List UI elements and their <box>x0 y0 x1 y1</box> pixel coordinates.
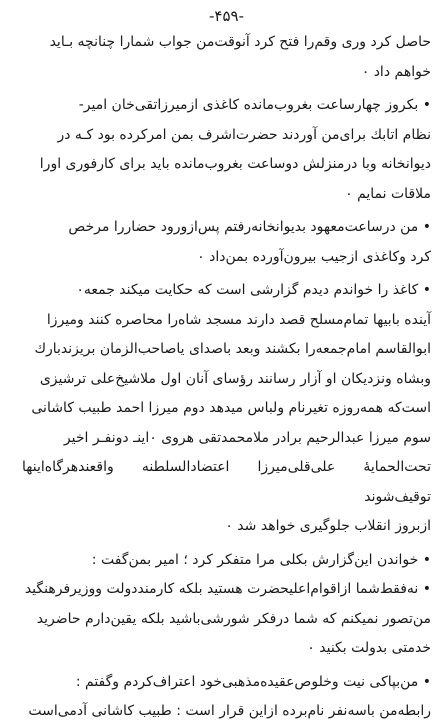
text-line: • من درساعت‌معهود بدیوانخانه‌رفتم پس‌ازورود حضاررا مرخص <box>68 219 431 235</box>
page-number: -۴۵۹- <box>209 7 244 25</box>
text-line: • خواندن این‌گزارش بکلی مرا متفکر کرد ؛ امیر بمن‌گفت : <box>91 551 431 568</box>
text-line: خواهم داد ٠ <box>361 63 431 80</box>
text-line: دیوانخانه وبا درمنزلش دوساعت بغروب‌مانده باید برای کارفوری اورا <box>39 156 431 172</box>
text-line: • من‌بپاکی نیت وخلوص‌عقیده‌مذهبی‌خود اعتراف‌کردم وگفتم : <box>75 673 431 690</box>
body-text <box>22 28 431 727</box>
paragraph <box>22 28 431 87</box>
text-line: • نه‌فقط‌شما ازاقوام‌اعلیحضرت هستید بلکه کارمنددولت ووزیرفرهنگید <box>24 581 431 597</box>
text-line: حاصل کرد وری وقم‌را فتح کرد آنوقت‌من جواب شمارا چنانچه بـاید <box>49 34 431 50</box>
text-line: تحت‌الحمایهٔ علی‌قلی‌میرزا اعتضادالسلطنه واقعندهرگاه‌اینها توقیف‌شوند <box>22 459 431 505</box>
text-line: کرد وکاغذی ازجیب بیرون‌آورده بمن‌داد ٠ <box>197 248 431 265</box>
text-line: نظام اتابك برای‌من آوردند حضرت‌اشرف بمن امرکرده بود کـه در <box>57 126 431 143</box>
text-line: وبشاه ونزدیکان او آزار رسانند رؤسای آنان اول ملاشیخ‌علی ترشیزی <box>39 370 431 387</box>
paragraph <box>22 276 431 542</box>
paragraph <box>22 91 431 209</box>
text-line: ازبروز انقلاب جلوگیری خواهد شد ٠ <box>225 518 431 534</box>
text-line: من‌تصور نمیکنم که شما درفکر شورشی‌باشید بلکه یقین‌دارم حاضرید <box>36 610 431 627</box>
text-line: آینده بابیها تمام‌مسلح قصد دارند مسجد شاه‌را محاصره کنند ومیرزا <box>46 311 431 328</box>
text-line: ابوالقاسم امام‌جمعه‌را بکشند وبعد باصدای یاصاحب‌الزمان بریزندبارك <box>34 341 431 357</box>
text-line: رابطه‌من باسه‌نفر نام‌برده ازاین قرار است : طبیب کاشانی آدمی‌است <box>28 703 431 719</box>
text-line: سوم میرزا عبدالرحیم برادر ملامحمدتقی هروی ٠اینـ دونفـر اخیر <box>63 429 431 446</box>
text-line: است‌که همه‌روزه تغیرنام ولباس میدهد دوم میرزا احمد طبیب کاشانی <box>31 400 431 416</box>
text-line: خدمتی بدولت بکنید ٠ <box>307 640 431 656</box>
paragraph <box>22 668 431 727</box>
text-line: • بکروز چهارساعت بغروب‌مانده کاغذی ازمیرزاتقی‌خان امیر- <box>78 97 431 113</box>
text-line: ملاقات نمایم ٠ <box>345 185 431 202</box>
paragraph <box>22 546 431 664</box>
paragraph <box>22 213 431 272</box>
text-line: • کاغذ را خواندم دیدم گزارشی است که حکایت میکند جمعه٠ <box>76 282 431 298</box>
